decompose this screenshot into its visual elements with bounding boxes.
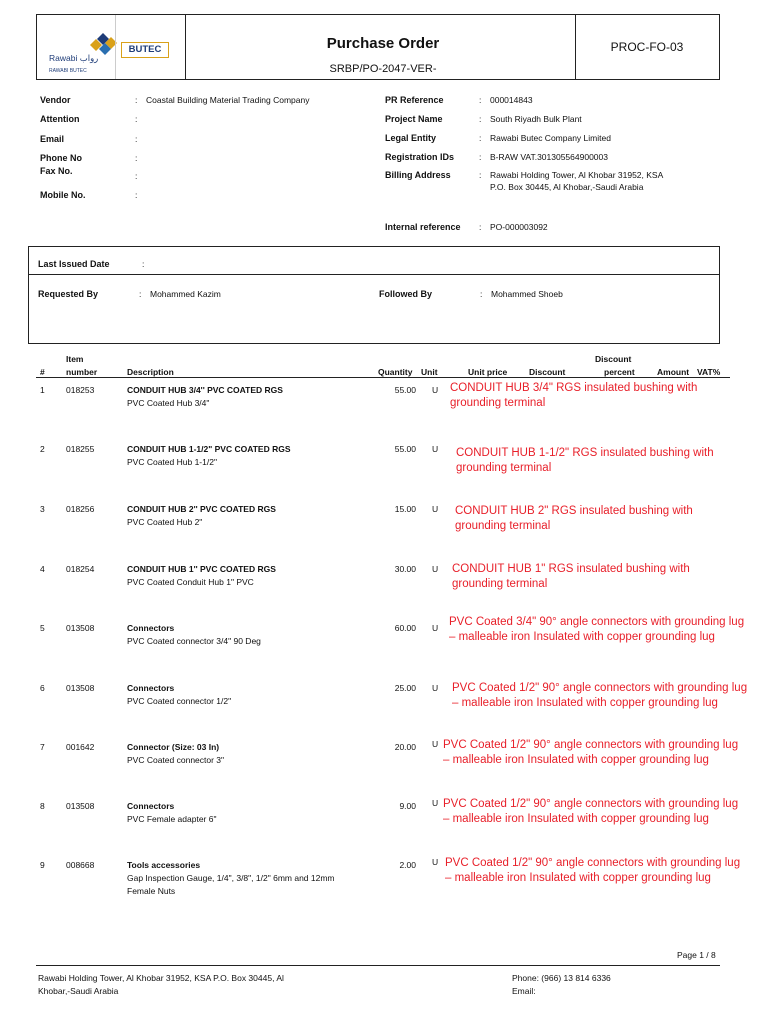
row-title: Tools accessories [127, 860, 201, 870]
row-title: Connectors [127, 623, 175, 633]
row-quantity: 15.00 [394, 504, 416, 514]
row-item-number: 018253 [66, 385, 95, 395]
row-annotation-line2: – malleable iron Insulated with copper grounding lug [449, 631, 715, 643]
row-number: 8 [40, 801, 45, 811]
row-item-number: 013508 [66, 623, 95, 633]
row-unit: U [432, 444, 439, 454]
col-num: # [40, 367, 45, 377]
row-title: CONDUIT HUB 1'' PVC COATED RGS [127, 564, 276, 574]
row-unit: U [432, 798, 439, 808]
registration-label: Registration IDs [385, 152, 455, 162]
row-item-number: 013508 [66, 683, 95, 693]
row-annotation-line1: PVC Coated 3/4" 90° angle connectors with grounding lug [449, 616, 745, 628]
row-annotation-line2: – malleable iron Insulated with copper grounding lug [443, 754, 709, 766]
row-item-number: 013508 [66, 801, 95, 811]
row-annotation-line2: – malleable iron Insulated with copper grounding lug [445, 872, 711, 884]
row-annotation-line1: PVC Coated 1/2" 90° angle connectors with grounding lug [445, 857, 741, 869]
col-description: Description [127, 367, 174, 377]
company-sub: RAWABI BUTEC [49, 68, 87, 74]
row-quantity: 55.00 [394, 385, 416, 395]
col-unit: Unit [421, 367, 438, 377]
request-box [28, 246, 720, 344]
row-unit: U [432, 385, 439, 395]
row-title: CONDUIT HUB 2'' PVC COATED RGS [127, 504, 276, 514]
col-quantity: Quantity [378, 367, 413, 377]
row-unit: U [432, 564, 439, 574]
row-annotation-line1: CONDUIT HUB 1" RGS insulated bushing with [452, 563, 690, 575]
row-unit: U [432, 739, 439, 749]
row-item-number: 018254 [66, 564, 95, 574]
email-label: Email [40, 134, 65, 144]
followed-by-label: Followed By [379, 289, 433, 299]
row-description: PVC Coated connector 3" [127, 755, 225, 765]
footer-address-line1: Rawabi Holding Tower, Al Khobar 31952, KSA P.O. Box 30445, Al [38, 973, 284, 983]
row-unit: U [432, 683, 439, 693]
row-number: 4 [40, 564, 45, 574]
row-description-line2: Female Nuts [127, 886, 176, 896]
row-annotation-line1: CONDUIT HUB 3/4" RGS insulated bushing with [450, 382, 698, 394]
row-annotation-line1: PVC Coated 1/2" 90° angle connectors with grounding lug [443, 798, 739, 810]
pr-reference-value: 000014843 [490, 95, 533, 105]
row-description: Gap Inspection Gauge, 1/4", 3/8", 1/2" 6mm and 12mm [127, 873, 335, 883]
footer-rule [36, 965, 720, 966]
col-vat: VAT% [697, 367, 721, 377]
mobile-label: Mobile No. [40, 190, 86, 200]
butec-logo: BUTEC [121, 42, 169, 58]
billing-address-line1: Rawabi Holding Tower, Al Khobar 31952, KSA [490, 170, 664, 180]
row-item-number: 001642 [66, 742, 95, 752]
row-title: Connectors [127, 683, 175, 693]
footer-email: Email: [512, 986, 536, 996]
row-number: 7 [40, 742, 45, 752]
row-quantity: 30.00 [394, 564, 416, 574]
requested-by-value: Mohammed Kazim [150, 289, 221, 299]
po-number: SRBP/PO-2047-VER- [329, 63, 437, 75]
footer-phone: Phone: (966) 13 814 6336 [512, 973, 611, 983]
row-quantity: 55.00 [394, 444, 416, 454]
row-quantity: 25.00 [394, 683, 416, 693]
row-number: 2 [40, 444, 45, 454]
form-code: PROC-FO-03 [610, 40, 684, 54]
row-title: CONDUIT HUB 1-1/2" PVC COATED RGS [127, 444, 291, 454]
company-name: Rawabi رواب [49, 53, 99, 63]
row-unit: U [432, 857, 439, 867]
row-title: Connector (Size: 03 In) [127, 742, 220, 752]
rawabi-logo [49, 25, 129, 75]
page-number: Page 1 / 8 [677, 950, 716, 960]
row-unit: U [432, 504, 439, 514]
row-quantity: 20.00 [394, 742, 416, 752]
table-header-rule [36, 377, 730, 378]
fax-label: Fax No. [40, 166, 73, 176]
phone-label: Phone No [40, 153, 82, 163]
row-number: 6 [40, 683, 45, 693]
row-annotation-line1: CONDUIT HUB 1-1/2" RGS insulated bushing with [456, 447, 714, 459]
requested-by-label: Requested By [38, 289, 99, 299]
row-title: Connectors [127, 801, 175, 811]
col-item-line1: Item [66, 354, 84, 364]
row-description: PVC Coated connector 1/2" [127, 696, 232, 706]
vendor-label: Vendor [40, 95, 71, 105]
billing-address-line2: P.O. Box 30445, Al Khobar,-Saudi Arabia [490, 182, 644, 192]
row-description: PVC Coated Hub 1-1/2" [127, 457, 217, 467]
attention-label: Attention [40, 114, 80, 124]
billing-address-label: Billing Address [385, 170, 451, 180]
row-quantity: 60.00 [394, 623, 416, 633]
row-annotation-line2: – malleable iron Insulated with copper grounding lug [443, 813, 709, 825]
row-annotation-line2: grounding terminal [452, 578, 548, 590]
row-annotation-line2: grounding terminal [455, 520, 551, 532]
col-discount-percent-line1: Discount [595, 354, 632, 364]
row-quantity: 2.00 [399, 860, 416, 870]
row-annotation-line2: – malleable iron Insulated with copper grounding lug [452, 697, 718, 709]
col-amount: Amount [657, 367, 690, 377]
row-title: CONDUIT HUB 3/4'' PVC COATED RGS [127, 385, 283, 395]
request-box-divider [29, 274, 719, 275]
header-box [36, 14, 720, 80]
legal-entity-label: Legal Entity [385, 133, 437, 143]
row-description: PVC Female adapter 6" [127, 814, 217, 824]
row-description: PVC Coated Hub 3/4" [127, 398, 210, 408]
row-quantity: 9.00 [399, 801, 416, 811]
project-name-label: Project Name [385, 114, 443, 124]
row-unit: U [432, 623, 439, 633]
row-description: PVC Coated Conduit Hub 1" PVC [127, 577, 254, 587]
followed-by-value: Mohammed Shoeb [491, 289, 563, 299]
row-number: 5 [40, 623, 45, 633]
page-title: Purchase Order [326, 35, 440, 52]
internal-reference-value: PO-000003092 [490, 222, 548, 232]
project-name-value: South Riyadh Bulk Plant [490, 114, 582, 124]
col-discount: Discount [529, 367, 566, 377]
footer-address-line2: Khobar,-Saudi Arabia [38, 986, 119, 996]
vendor-value: Coastal Building Material Trading Company [146, 95, 310, 105]
row-item-number: 008668 [66, 860, 95, 870]
logo-divider [115, 15, 116, 79]
registration-value: B-RAW VAT.301305564900003 [490, 152, 608, 162]
row-annotation-line1: PVC Coated 1/2" 90° angle connectors with grounding lug [443, 739, 739, 751]
internal-reference-label: Internal reference [385, 222, 461, 232]
col-item-line2: number [66, 367, 98, 377]
last-issued-label: Last Issued Date [38, 259, 110, 269]
col-discount-percent-line2: percent [604, 367, 635, 377]
row-description: PVC Coated Hub 2" [127, 517, 203, 527]
row-description: PVC Coated connector 3/4" 90 Deg [127, 636, 261, 646]
legal-entity-value: Rawabi Butec Company Limited [490, 133, 611, 143]
row-number: 3 [40, 504, 45, 514]
row-annotation-line1: PVC Coated 1/2" 90° angle connectors with grounding lug [452, 682, 748, 694]
header-divider-left [185, 15, 186, 79]
row-number: 9 [40, 860, 45, 870]
row-item-number: 018256 [66, 504, 95, 514]
row-number: 1 [40, 385, 45, 395]
pr-reference-label: PR Reference [385, 95, 444, 105]
row-annotation-line2: grounding terminal [456, 462, 552, 474]
row-annotation-line1: CONDUIT HUB 2" RGS insulated bushing with [455, 505, 693, 517]
row-item-number: 018255 [66, 444, 95, 454]
row-annotation-line2: grounding terminal [450, 397, 546, 409]
col-unit-price: Unit price [468, 367, 508, 377]
